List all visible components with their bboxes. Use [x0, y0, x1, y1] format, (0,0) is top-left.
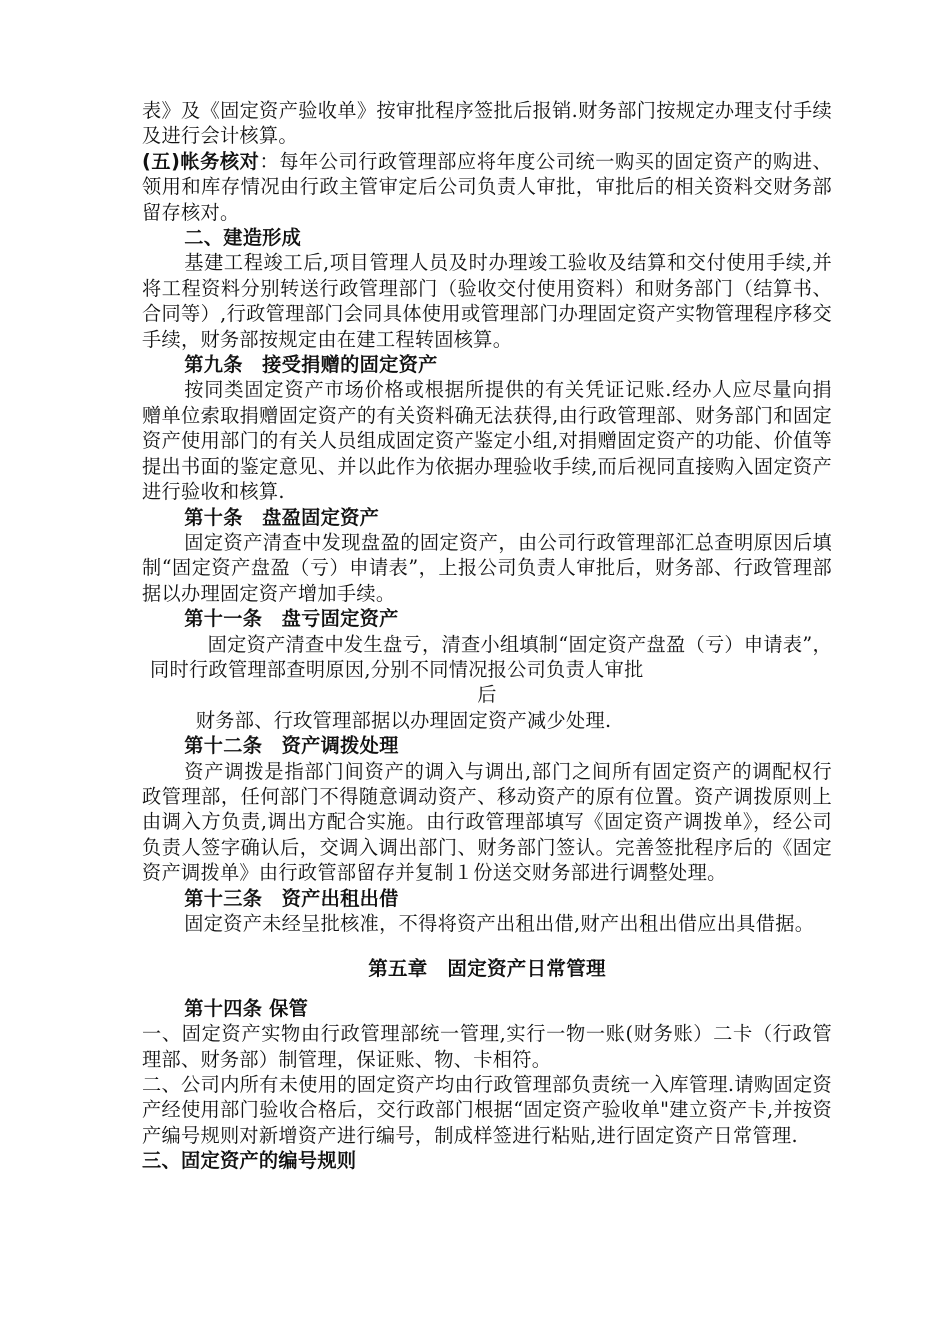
heading-numbering-rules: 三、固定资产的编号规则 [142, 1149, 357, 1173]
heading-article-14: 第十四条 保管 [184, 996, 309, 1020]
paragraph-article-11-c: 财务部、行玫管理部据以办理固定资产减少处理. [195, 708, 612, 732]
heading-article-13: 第十三条 资产出租出借 [184, 886, 399, 910]
paragraph-reconciliation [142, 149, 832, 225]
paragraph-article-10: 固定资产清查中发现盘盈的固定资产，由公司行政管理部汇总查明原因后填制“固定资产盘盈（亏）申请表”，上报公司负责人审批后，财务部、行政管理部据以办理固定资产增加手续。 [142, 530, 832, 605]
chapter-title: 第五章 固定资产日常管理 [368, 957, 606, 981]
paragraph-article-12: 资产调拨是指部门间资产的调入与调出,部门之间所有固定资产的调配权行政管理部，任何部门不得随意调动资产、移动资产的原有位置。资产调拨原则上由调入方负责,调出方配合实施。由行政管理部填写《固定资产调拨单》，经公司负责人签字确认后，交调入调出部门、财务部门签认。完善签批程序后的《固定资产调拨单》由行政管部留存并复制１份送交财务部进行调整处理。 [142, 759, 832, 885]
paragraph-article-11-b: 后 [477, 683, 497, 707]
paragraph-article-11-a: 固定资产清查中发生盘亏，清查小组填制“固定资产盘盈（亏）申请表”，同时行政管理部查明原因,分别不同情况报公司负责人审批 [150, 632, 832, 681]
heading-construction: 二、建造形成 [184, 226, 302, 250]
document-page [142, 98, 832, 1174]
heading-article-11: 第十一条 盘亏固定资产 [184, 607, 399, 631]
heading-article-9: 第九条 接受捐赠的固定资产 [184, 353, 438, 377]
heading-article-10: 第十条 盘盈固定资产 [184, 505, 380, 529]
paragraph-article-13: 固定资产未经呈批核准，不得将资产出租出借,财产出租出借应出具借据。 [184, 912, 815, 935]
reconciliation-body: ：每年公司行政管理部应将年度公司统一购买的固定资产的购进、领用和库存情况由行政主管审定后公司负责人审批，审批后的相关资料交财务部留存核对。 [142, 149, 832, 224]
paragraph-continuation: 表》及《固定资产验收单》按审批程序签批后报销.财务部门按规定办理支付手续及进行会计核算。 [142, 99, 832, 148]
heading-article-12: 第十二条 资产调拨处理 [184, 734, 399, 758]
paragraph-construction: 基建工程竣工后,项目管理人员及时办理竣工验收及结算和交付使用手续,并将工程资料分别转送行政管理部门（验收交付使用资料）和财务部门（结算书、合同等）,行政管理部门会同具体使用或管理部门办理固定资产实物管理程序移交手续，财务部按规定由在建工程转固核算。 [142, 251, 832, 351]
paragraph-article-14-2: 二、公司内所有未使用的固定资产均由行政管理部负责统一入库管理.请购固定资产经使用部门验收合格后，交行政部门根据“固定资产验收单"建立资产卡,并按资产编号规则对新增资产进行编号，制成样签进行粘贴,进行固定资产日常管理. [142, 1073, 832, 1147]
reconciliation-lead: (五)帐务核对 [142, 149, 260, 173]
paragraph-article-14-1: 一、固定资产实物由行政管理部统一管理,实行一物一账(财务账）二卡（行政管理部、财务部）制管理，保证账、物、卡相符。 [142, 1022, 832, 1071]
paragraph-article-9: 按同类固定资产市场价格或根据所提供的有关凭证记账.经办人应尽量向捐赠单位索取捐赠固定资产的有关资料确无法获得,由行政管理部、财务部门和固定资产使用部门的有关人员组成固定资产鉴定小组,对捐赠固定资产的功能、价值等提出书面的鉴定意见、并以此作为依据办理验收手续,而后视同直接购入固定资产进行验收和核算. [142, 378, 832, 504]
